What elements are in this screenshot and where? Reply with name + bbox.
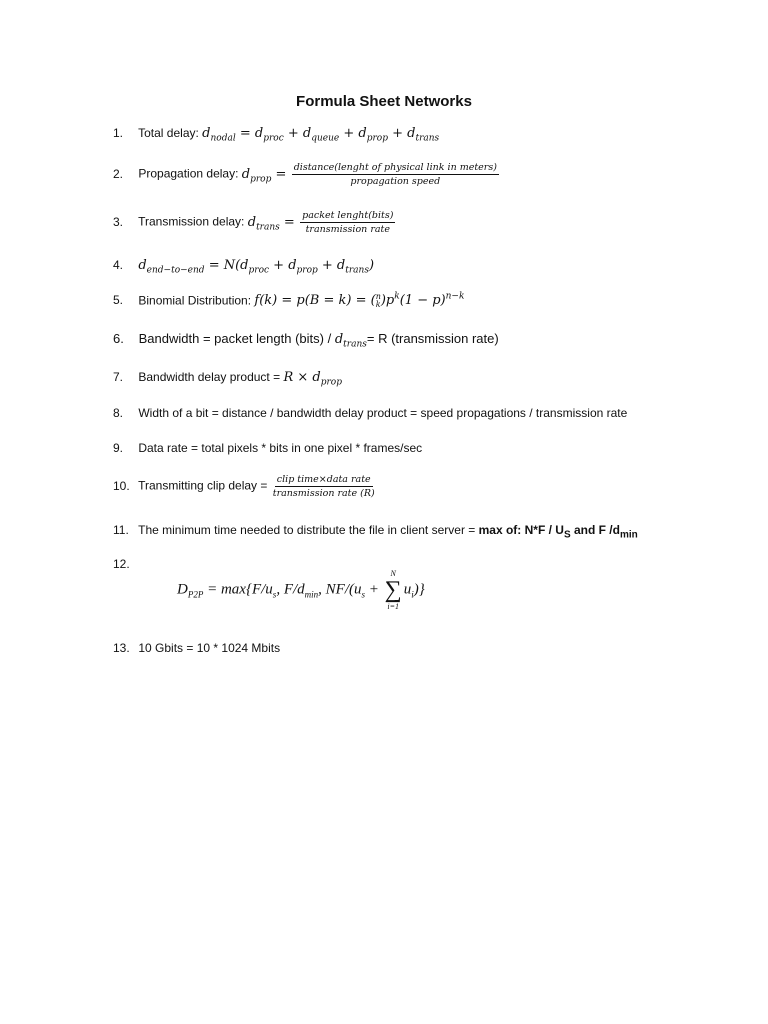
item-number: 9. bbox=[113, 441, 124, 455]
item-number: 10. bbox=[113, 478, 130, 493]
item-label: Binomial Distribution: bbox=[138, 293, 252, 308]
formula-transmission-delay: 3. Transmission delay: $d_{trans}$ = $\frac{\text{packet lenght(bits)}}{\text{transmission rate}}$ bbox=[113, 210, 394, 235]
formula-bandwidth-delay-product: 7. Bandwidth delay product = $R \times d_{prop}$ bbox=[113, 370, 342, 388]
item-number: 8. bbox=[113, 406, 124, 420]
formula-p2p-label bbox=[113, 557, 135, 571]
item-number: 6. bbox=[113, 331, 124, 346]
formula-client-server-time: 11. The minimum time needed to distribute the file in client server = max of: $N*F / U_S$ and F $/d_{min}$ bbox=[113, 523, 638, 541]
item-number: 5. bbox=[113, 293, 124, 308]
formula-bandwidth: 6. Bandwidth = packet length (bits) / $d_{trans}= R$ (transmission rate) bbox=[113, 331, 499, 350]
transmission-fraction: $\frac{\text{packet lenght(bits)}}{\text{transmission rate}}$ bbox=[302, 210, 394, 235]
item-number: 11. bbox=[113, 523, 129, 537]
item-number: 1. bbox=[113, 126, 124, 140]
formula-binomial: 5. Binomial Distribution: f(k) = p(B = k) = ( n k )$p^k(1 - p)^{n-k}$ bbox=[113, 291, 465, 309]
item-label: Total delay: bbox=[138, 126, 199, 140]
item-number: 2. bbox=[113, 166, 124, 181]
formula-end-to-end: 4. $d_{end-to-end} = N(d_{proc} + d_{prop} + d_{trans})$ bbox=[113, 258, 375, 276]
formula-unit-conversion: 13. 10 Gbits = 10 * 1024 Mbits bbox=[113, 641, 281, 655]
item-label: Bandwidth delay product = bbox=[138, 370, 281, 384]
item-label: Transmission delay: bbox=[138, 214, 245, 229]
item-number: 7. bbox=[113, 370, 124, 384]
formula-width-of-bit: 8. Width of a bit = distance / bandwidth delay product = speed propagations / transmission rate bbox=[113, 406, 628, 420]
item-number: 4. bbox=[113, 258, 124, 272]
item-number: 3. bbox=[113, 214, 124, 229]
formula-data-rate: 9. Data rate = total pixels * bits in one pixel * frames/sec bbox=[113, 441, 423, 455]
total-delay-equation: $d_{nodal} = d_{proc} + d_{queue} + d_{prop} + d_{trans}$ bbox=[202, 126, 440, 144]
p2p-distribution-equation: $D_{P2P} = \max\{F/u_s$, $F/d_{min}$, $NF/(u_s$ + N ∑ i=1 $u_i$)} bbox=[177, 569, 425, 611]
item-number: 12. bbox=[113, 557, 130, 571]
item-number: 13. bbox=[113, 641, 130, 655]
propagation-fraction: $\frac{\text{distance(lenght of physical link in meters)}}{\text{propagation speed}}$ bbox=[293, 162, 497, 187]
formula-propagation-delay: 2. Propagation delay: $d_{prop}$ = $\frac{\text{distance(lenght of physical link in meters)}}{\text{propagation speed}}$ bbox=[113, 162, 497, 187]
item-label: Transmitting clip delay = bbox=[138, 478, 268, 493]
clip-delay-fraction: $\frac{\text{clip time×data rate}}{\text{transmission rate (R)}}$ bbox=[272, 474, 375, 499]
formula-total-delay bbox=[113, 126, 439, 144]
item-label: Propagation delay: bbox=[138, 166, 239, 181]
page-title: Formula Sheet Networks bbox=[296, 93, 472, 110]
formula-clip-delay bbox=[113, 474, 377, 499]
